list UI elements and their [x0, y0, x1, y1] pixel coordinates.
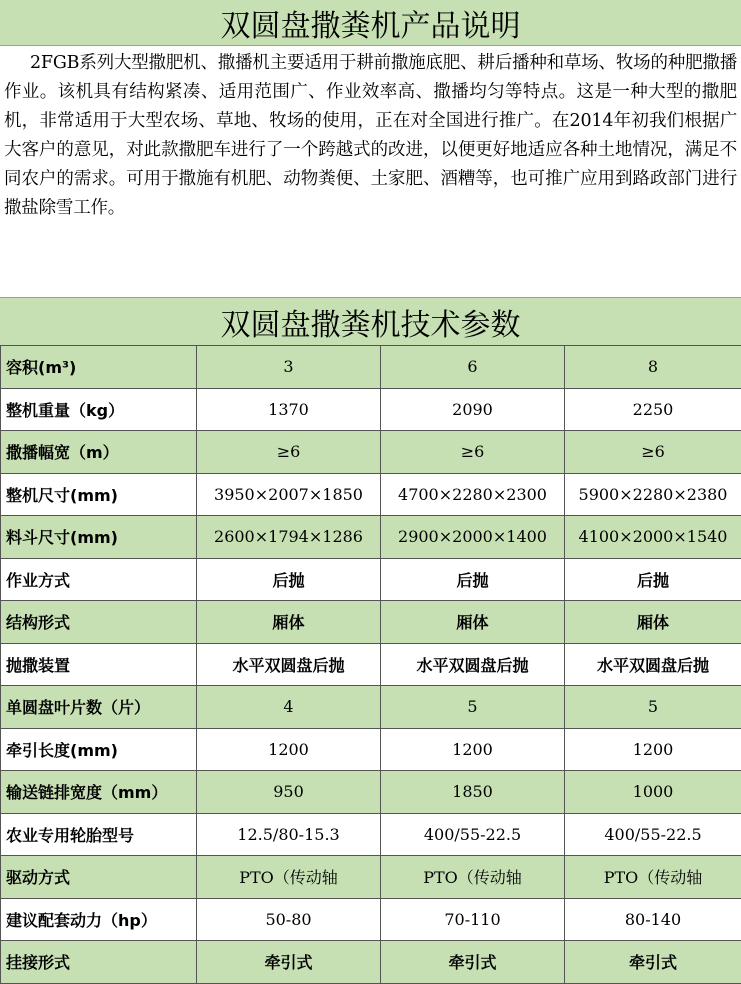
spec-row: [1, 898, 741, 941]
spec-value-model-2: 5: [381, 686, 565, 729]
spec-row: [1, 643, 741, 686]
spec-value-model-1: 2600×1794×1286: [197, 516, 381, 559]
spec-label: 输送链排宽度（mm）: [1, 771, 197, 814]
spec-label: 容积(m³): [1, 346, 197, 389]
spec-value-model-2: 后抛: [381, 558, 565, 601]
spec-value-model-3: 水平双圆盘后抛: [565, 643, 741, 686]
spec-row: [1, 473, 741, 516]
spec-label: 建议配套动力（hp）: [1, 898, 197, 941]
spec-value-model-3: 厢体: [565, 601, 741, 644]
spec-row: [1, 431, 741, 474]
spec-value-model-2: 2900×2000×1400: [381, 516, 565, 559]
spec-value-model-2: PTO（传动轴: [381, 856, 565, 899]
spec-label: 挂接形式: [1, 941, 197, 984]
spec-value-model-1: 1200: [197, 728, 381, 771]
spec-value-model-2: 2090: [381, 388, 565, 431]
spec-value-model-3: 2250: [565, 388, 741, 431]
spec-row: [1, 813, 741, 856]
spec-row: [1, 856, 741, 899]
spec-label: 驱动方式: [1, 856, 197, 899]
spec-value-model-3: 牵引式: [565, 941, 741, 984]
spec-row: [1, 601, 741, 644]
spec-value-model-1: 水平双圆盘后抛: [197, 643, 381, 686]
spec-row: [1, 558, 741, 601]
spec-label: 料斗尺寸(mm): [1, 516, 197, 559]
spec-value-model-2: 1200: [381, 728, 565, 771]
section-spacer: [0, 253, 741, 297]
spec-value-model-3: 后抛: [565, 558, 741, 601]
spec-row: [1, 516, 741, 559]
spec-label: 撒播幅宽（m）: [1, 431, 197, 474]
spec-value-model-2: 70-110: [381, 898, 565, 941]
spec-row: [1, 388, 741, 431]
spec-value-model-3: 1200: [565, 728, 741, 771]
spec-row: [1, 771, 741, 814]
spec-value-model-2: 水平双圆盘后抛: [381, 643, 565, 686]
spec-row: [1, 346, 741, 389]
spec-value-model-3: 5: [565, 686, 741, 729]
specs-title: 双圆盘撒粪机技术参数: [0, 297, 741, 345]
spec-value-model-2: ≥6: [381, 431, 565, 474]
product-description-text: 2FGB系列大型撒肥机、撒播机主要适用于耕前撒施底肥、耕后播种和草场、牧场的种肥撒播作业。该机具有结构紧凑、适用范围广、作业效率高、撒播均匀等特点。这是一种大型的撒肥机，非常适用于大型农场、草地、牧场的使用，正在对全国进行推广。在2014年初我们根据广大客户的意见，对此款撒肥车进行了一个跨越式的改进，以便更好地适应各种土地情况，满足不同农户的需求。可用于撒施有机肥、动物粪便、土家肥、酒糟等，也可推广应用到路政部门进行撒盐除雪工作。: [0, 46, 741, 253]
spec-value-model-1: 厢体: [197, 601, 381, 644]
spec-value-model-1: PTO（传动轴: [197, 856, 381, 899]
spec-row: [1, 728, 741, 771]
spec-label: 整机重量（kg）: [1, 388, 197, 431]
product-description-title: 双圆盘撒粪机产品说明: [0, 0, 741, 46]
spec-label: 牵引长度(mm): [1, 728, 197, 771]
spec-value-model-3: 8: [565, 346, 741, 389]
spec-label: 作业方式: [1, 558, 197, 601]
spec-value-model-2: 牵引式: [381, 941, 565, 984]
spec-value-model-3: 4100×2000×1540: [565, 516, 741, 559]
spec-value-model-3: 5900×2280×2380: [565, 473, 741, 516]
spec-value-model-2: 4700×2280×2300: [381, 473, 565, 516]
spec-row: [1, 686, 741, 729]
spec-value-model-1: 12.5/80-15.3: [197, 813, 381, 856]
spec-value-model-1: 950: [197, 771, 381, 814]
spec-value-model-1: ≥6: [197, 431, 381, 474]
spec-value-model-3: 1000: [565, 771, 741, 814]
spec-value-model-1: 3: [197, 346, 381, 389]
spec-value-model-2: 400/55-22.5: [381, 813, 565, 856]
spec-value-model-2: 1850: [381, 771, 565, 814]
spec-value-model-1: 4: [197, 686, 381, 729]
spec-label: 农业专用轮胎型号: [1, 813, 197, 856]
spec-value-model-1: 3950×2007×1850: [197, 473, 381, 516]
spec-value-model-1: 50-80: [197, 898, 381, 941]
spec-value-model-3: 400/55-22.5: [565, 813, 741, 856]
spec-label: 结构形式: [1, 601, 197, 644]
spec-value-model-3: 80-140: [565, 898, 741, 941]
spec-label: 单圆盘叶片数（片）: [1, 686, 197, 729]
spec-label: 抛撒装置: [1, 643, 197, 686]
spec-value-model-1: 后抛: [197, 558, 381, 601]
spec-value-model-3: PTO（传动轴: [565, 856, 741, 899]
spec-value-model-2: 厢体: [381, 601, 565, 644]
spec-value-model-1: 牵引式: [197, 941, 381, 984]
spec-row: [1, 941, 741, 984]
spec-value-model-3: ≥6: [565, 431, 741, 474]
specs-table: [0, 345, 741, 984]
spec-value-model-1: 1370: [197, 388, 381, 431]
spec-value-model-2: 6: [381, 346, 565, 389]
spec-label: 整机尺寸(mm): [1, 473, 197, 516]
